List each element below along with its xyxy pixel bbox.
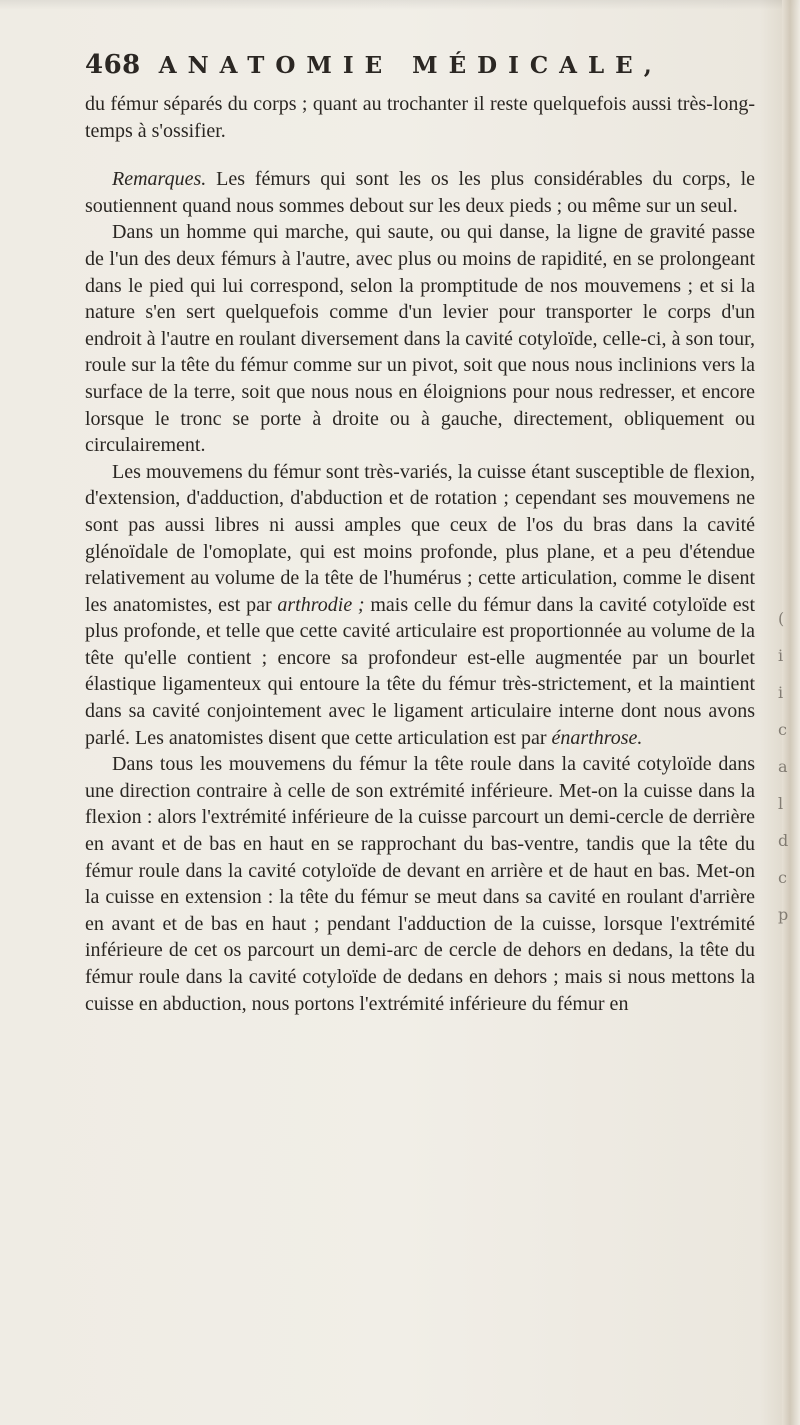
arthrodie-term: arthrodie ; [277, 593, 365, 616]
remarques-text: Les fémurs qui sont les os les plus considérables du corps, le soutiennent quand nous sommes debout sur les deux pieds ; ou même sur un seul. [85, 168, 756, 217]
paragraph-gravity: Dans un homme qui marche, qui saute, ou qui danse, la ligne de gravité passe de l'un des deux fémurs à l'autre, avec plus ou moins de rapidité, en se prolongeant dans le pied qui lui correspond, selon la promptitude de nos mouvemens ; et si la nature s'en sert quelquefois comme d'un levier pour transporter le corps d'un endroit à l'autre en roulant diversement dans la cavité cotyloïde, celle-ci, à son tour, roule sur la tête du fémur comme sur un pivot, soit que nous nous inclinions vers la surface de la terre, soit que nous nous en éloignions pour nous redresser, et encore lorsque le tronc se porte à droite ou à gauche, directement, obliquement ou circulairement. [85, 221, 755, 457]
enarthrose-term: énarthrose. [551, 726, 643, 749]
page-header [85, 50, 745, 88]
paragraph-continuation: du fémur séparés du corps ; quant au trochanter il reste quelquefois aussi très-long-temps à s'ossifier. [85, 93, 755, 142]
paragraph-head-rotation: Dans tous les mouvemens du fémur la tête roule dans la cavité cotyloïde dans une direction contraire à celle de son extrémité inférieure. Met-on la cuisse dans la flexion : alors l'extrémité inférieure de la cuisse parcourt un demi-cercle de derrière en avant et de bas en haut en se rapprochant du bas-ventre, tandis que la tête du fémur roule dans la cavité cotyloïde de devant en arrière et de haut en bas. Met-on la cuisse en extension : la tête du fémur se meut dans sa cavité en roulant d'arrière en avant et de bas en haut ; pendant l'adduction de la cuisse, lorsque l'extrémité inférieure de cet os parcourt un demi-arc de cercle de dehors en dedans, la tête du fémur roule dans la cavité cotyloïde de dedans en dehors ; mais si nous mettons la cuisse en abduction, nous portons l'extrémité inférieure du fémur en [85, 753, 755, 1015]
paragraph-remarques [85, 166, 755, 219]
movements-text-b: mais celle du fémur dans la cavité cotyloïde est plus profonde, et telle que cette cavité articulaire est proportionnée au volume de la tête qu'elle contient ; encore sa profondeur est-elle augmentée par un bourlet élastique ligamenteux qui entoure la tête du fémur très-strictement, et la maintient dans sa cavité conjointement avec le ligament articulaire interne dont nous avons parlé. Les anatomistes disent que cette articulation est par [85, 593, 756, 749]
remarques-label: Remarques. [112, 168, 207, 191]
running-head: ANATOMIE MÉDICALE, [158, 52, 663, 79]
page-top-shadow [0, 0, 800, 10]
margin-bleed-marks: ( i i c a l d c p [778, 609, 789, 924]
movements-text-a: Les mouvemens du fémur sont très-variés, la cuisse étant susceptible de flexion, d'extension, d'adduction, d'abduction et de rotation ; cependant ses mouvemens ne sont pas aussi libres ni aussi amples que ceux de l'os du bras dans la cavité glénoïdale de l'omoplate, qui est moins profonde, plus plane, et a peu d'étendue relativement au volume de la tête de l'humérus ; cette articulation, comme le disent les anatomistes, est par [85, 460, 755, 616]
paragraph-movements [85, 459, 755, 752]
body-text [85, 91, 755, 1017]
page-number: 468 [85, 50, 141, 80]
